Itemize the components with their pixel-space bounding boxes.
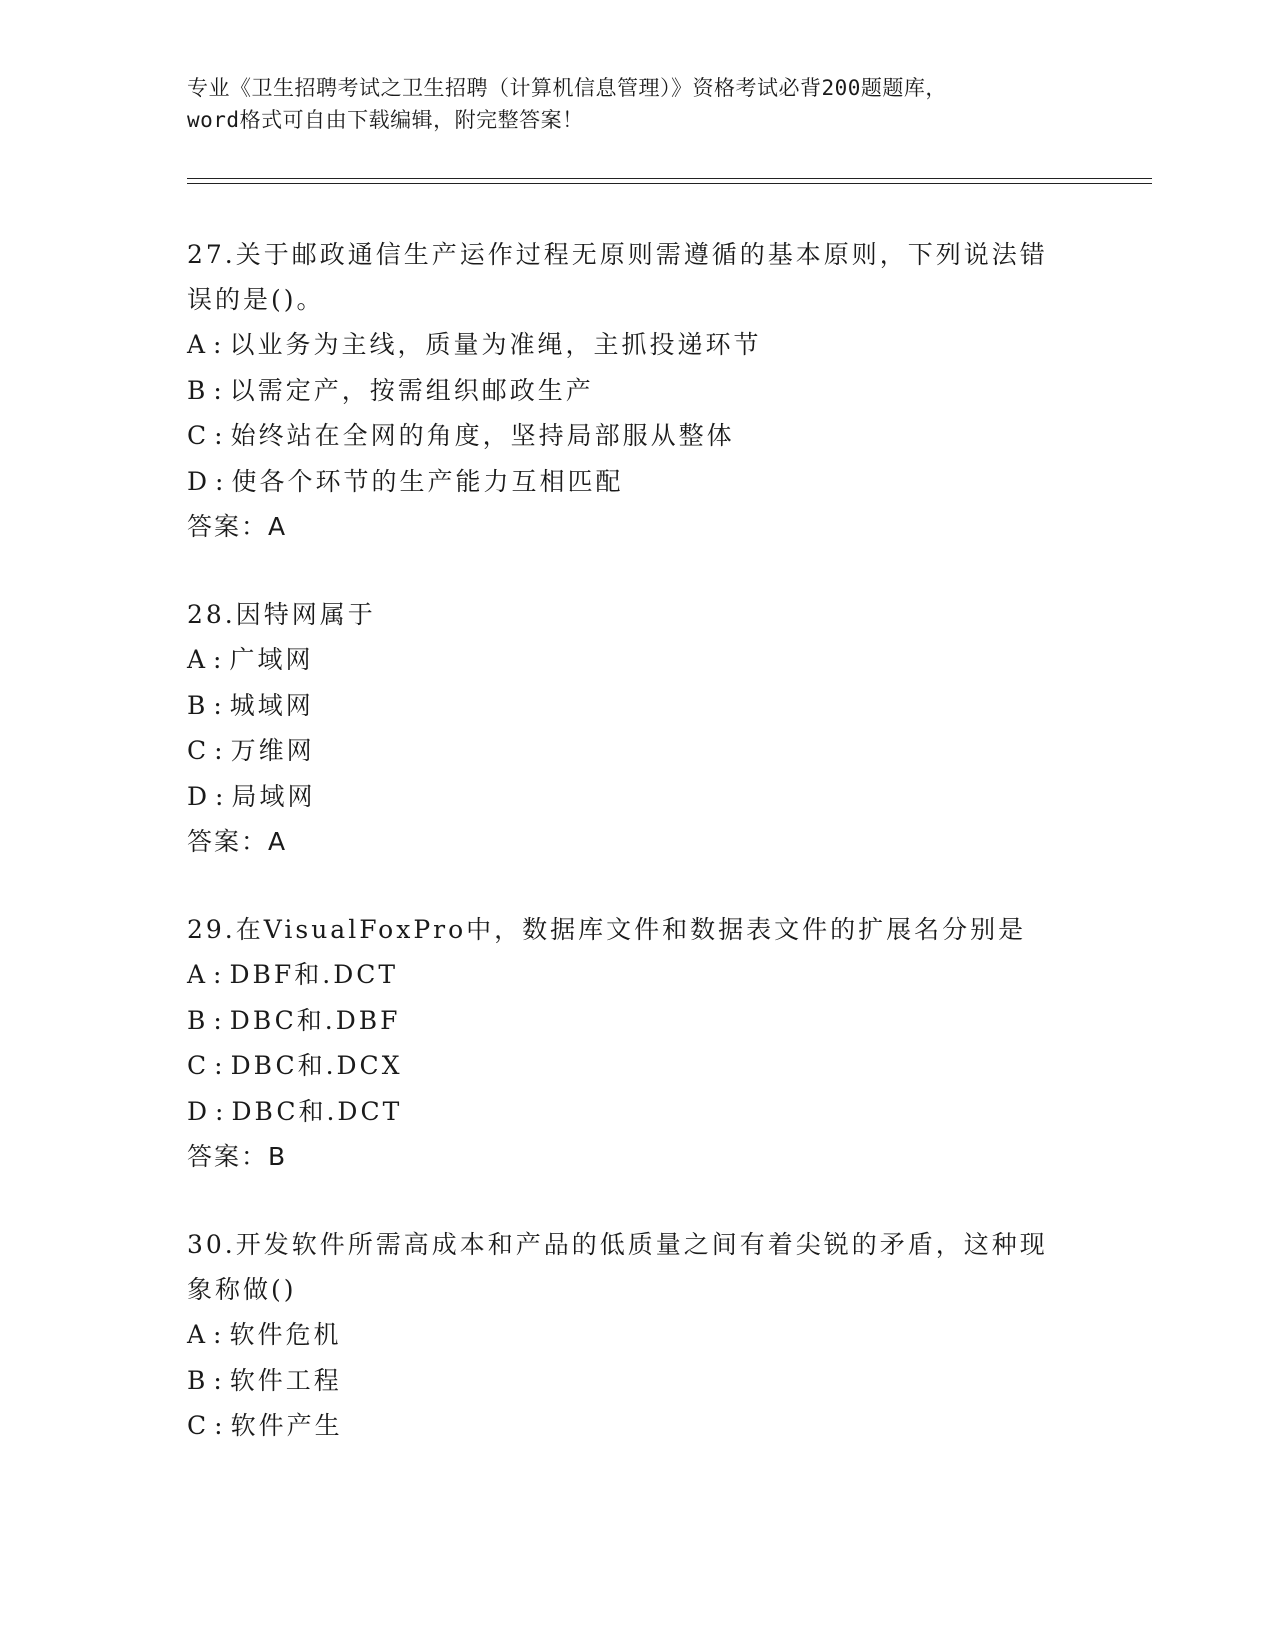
option-a: A:软件危机 — [187, 1320, 342, 1349]
question-29 — [187, 907, 1087, 1180]
answer: 答案：B — [187, 1142, 288, 1171]
answer: 答案：A — [187, 827, 288, 856]
option-a: A:DBF和.DCT — [187, 960, 399, 989]
header-divider-top — [187, 178, 1152, 179]
question-stem: 27.关于邮政通信生产运作过程无原则需遵循的基本原则，下列说法错 误的是()。 — [187, 240, 1048, 314]
question-stem: 29.在VisualFoxPro中，数据库文件和数据表文件的扩展名分别是 — [187, 915, 1027, 944]
header-divider-bottom — [187, 183, 1152, 184]
option-d: D:局域网 — [187, 781, 316, 811]
option-c: C:软件产生 — [187, 1411, 343, 1440]
option-c: C:DBC和.DCX — [187, 1051, 403, 1080]
option-c: C:始终站在全网的角度，坚持局部服从整体 — [187, 421, 735, 450]
question-27 — [187, 232, 1087, 550]
header-line-2: word格式可自由下载编辑，附完整答案！ — [187, 108, 584, 132]
question-list — [187, 232, 1087, 1491]
option-b: B:软件工程 — [187, 1365, 342, 1395]
option-b: B:城域网 — [187, 690, 314, 720]
option-b: B:以需定产，按需组织邮政生产 — [187, 375, 594, 405]
question-stem: 28.因特网属于 — [187, 600, 376, 629]
question-stem: 30.开发软件所需高成本和产品的低质量之间有着尖锐的矛盾，这种现 象称做() — [187, 1230, 1048, 1304]
option-a: A:以业务为主线，质量为准绳，主抓投递环节 — [187, 330, 762, 359]
question-30 — [187, 1222, 1087, 1449]
answer: 答案：A — [187, 512, 288, 541]
question-28 — [187, 592, 1087, 865]
document-header — [187, 72, 1087, 136]
option-c: C:万维网 — [187, 736, 315, 765]
option-b: B:DBC和.DBF — [187, 1005, 401, 1035]
header-line-1: 专业《卫生招聘考试之卫生招聘（计算机信息管理）》资格考试必背200题题库， — [187, 76, 947, 100]
option-d: D:DBC和.DCT — [187, 1096, 403, 1126]
option-d: D:使各个环节的生产能力互相匹配 — [187, 466, 624, 496]
option-a: A:广域网 — [187, 645, 314, 674]
